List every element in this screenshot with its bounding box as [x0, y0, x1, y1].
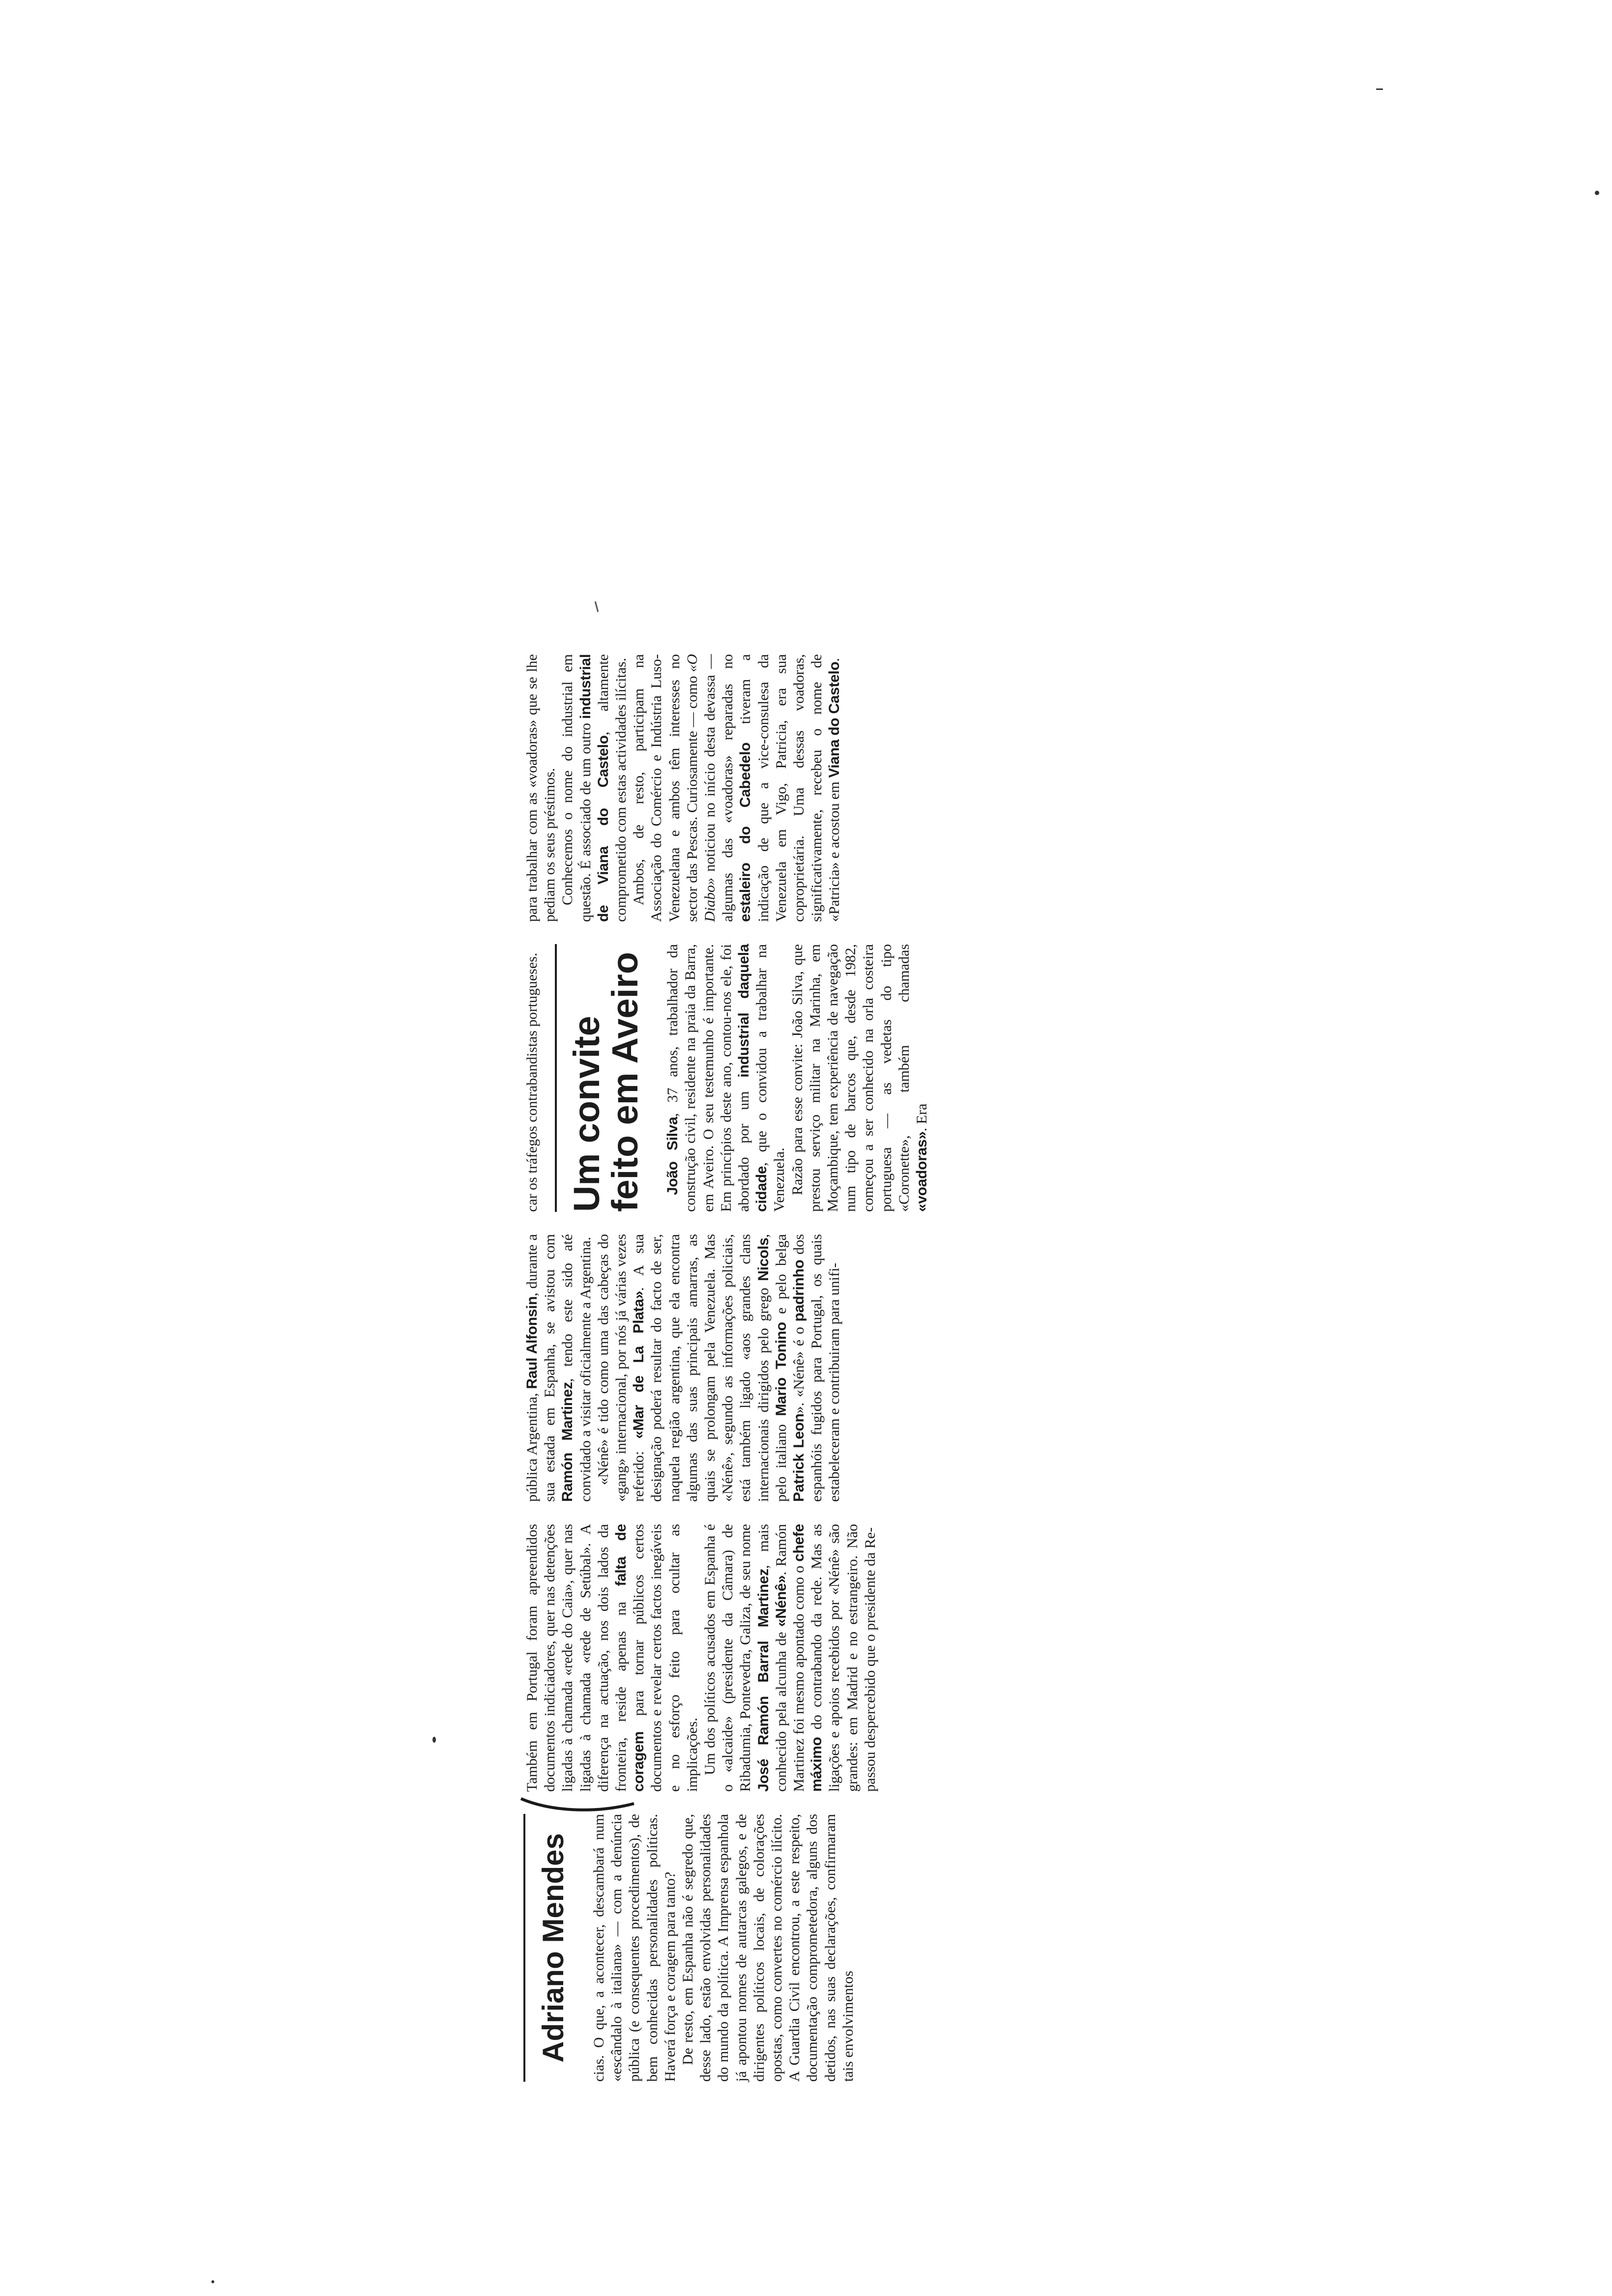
column-5 [523, 654, 844, 922]
column-4 [523, 944, 931, 1212]
paragraph: car os tráfegos contrabandistas portugueses. [524, 952, 540, 1212]
section-rule [555, 944, 557, 1212]
speck-top [1376, 88, 1383, 90]
paragraph: pública Argentina, Raul Alfonsin, durante a sua estada em Espanha, se avistou com Ramón Martinez, tendo este sido até convidado a visitar oficialmente a Argentina. [524, 1234, 594, 1502]
paragraph: João Silva, 37 anos, trabalhador da construção civil, residente na praia da Barra, em Aveiro. O seu testemunho é importante. Em princípios deste ano, contou-nos ele, foi abordado por um industrial daquela cidade, que o convidou a trabalhar na Venezuela. [664, 944, 788, 1212]
speck-left [432, 1737, 436, 1743]
paragraph: Um dos políticos acusados em Espanha é o «alcaide» (presidente da Câmara) de Ribadumia, Pontevedra, Galiza, de seu nome José Ramón Barral Martinez, mais conhecido pela alcunha de «Nénê». Ramón Martinez foi mesmo apontado como o chefe máximo do contrabando da rede. Mas as ligações e apoios recebidos por «Nénê» são grandes: em Madrid e no estrangeiro. Não passou despercebido que o presidente da Re- [702, 1524, 878, 1792]
paragraph: Ambos, de resto, participam na Associação do Comércio e Indústria Luso-Venezuelana e ambos têm interesses no sector das Pescas. Curiosamente — como «O Diabo» noticiou no início desta devassa — algumas das «voadoras» reparadas no estaleiro do Cabedelo tiveram a indicação de que a vice-consulesa da Venezuela em Vigo, Patricia, era sua coproprietária. Uma dessas voadoras, significativamente, recebeu o nome de «Patricia» e acostou em Viana do Castelo. [631, 654, 843, 922]
paragraph: Conhecemos o nome do industrial em questão. É associado de um outro industrial de Viana do Castelo, altamente comprometido com estas actividades ilícitas. [559, 654, 630, 922]
paragraph: cias. O que, a acontecer, descambará num «escândalo à italiana» — com a denúncia pública (e consequentes procedimentos), de bem conhecidas personalidades políticas. Haverá força e coragem para tanto? [591, 1814, 678, 2082]
speck-top-right [1595, 191, 1599, 195]
newspaper-clipping [523, 214, 1089, 2082]
section-subheading: Um convite feito em Aveiro [566, 951, 646, 1212]
column-3 [523, 1234, 844, 1502]
byline: Adriano Mendes [537, 1833, 570, 2063]
column-2 [523, 1524, 879, 1792]
paragraph: «Nénê» é tido como uma das cabeças do «gang» internacional, por nós já várias vezes referido: «Mar de La Plata». A sua designação poderá resultar do facto de ser, naquela região argentina, que ela encontra algumas das suas principais amarras, as quais se prolongam pela Venezuela. Mas «Nénê», segundo as informações policiais, está também ligado «aos grandes clans internacionais dirigidos pelo grego Nicols, pelo italiano Mario Tonino e pelo belga Patrick Leon». «Nénê» é o padrinho dos espanhóis fugidos para Portugal, os quais estabeleceram e contribuiram para unifi- [595, 1234, 843, 1502]
speck-bottom [211, 2280, 214, 2283]
paragraph: para trabalhar com as «voadoras» que se lhe pediam os seus préstimos. [524, 654, 558, 922]
column-1 [523, 1814, 857, 2082]
paragraph: Também em Portugal foram apreendidos documentos indiciadores, quer nas detenções ligadas à chamada «rede do Caia», quer nas ligadas à chamada «rede de Setúbal». A diferença na actuação, nos dois lados da fronteira, reside apenas na falta de coragem para tornar públicos certos documentos e revelar certos factos inegáveis e no esforço feito para ocultar as implicações. [524, 1524, 700, 1792]
paragraph: De resto, em Espanha não é segredo que, desse lado, estão envolvidas personalidades do mundo da política. A Imprensa espanhola já apontou nomes de autarcas galegos, e de dirigentes políticos locais, de colorações opostas, como convertes no comércio ilícito. A Guardia Civil encontrou, a este respeito, documentação comprometedora, alguns dos detidos, nas suas declarações, confirmaram tais envolvimentos [680, 1814, 856, 2082]
stray-mark [595, 601, 599, 612]
paragraph: Razão para esse convite: João Silva, que prestou serviço militar na Marinha, em Moçambique, tem experiência de navegação num tipo de barcos que, desde 1982, começou a ser conhecido na orla costeira portuguesa — as vedetas do tipo «Coronette», também chamadas «voadoras». Era [789, 944, 930, 1212]
byline-rule [523, 1814, 525, 2082]
